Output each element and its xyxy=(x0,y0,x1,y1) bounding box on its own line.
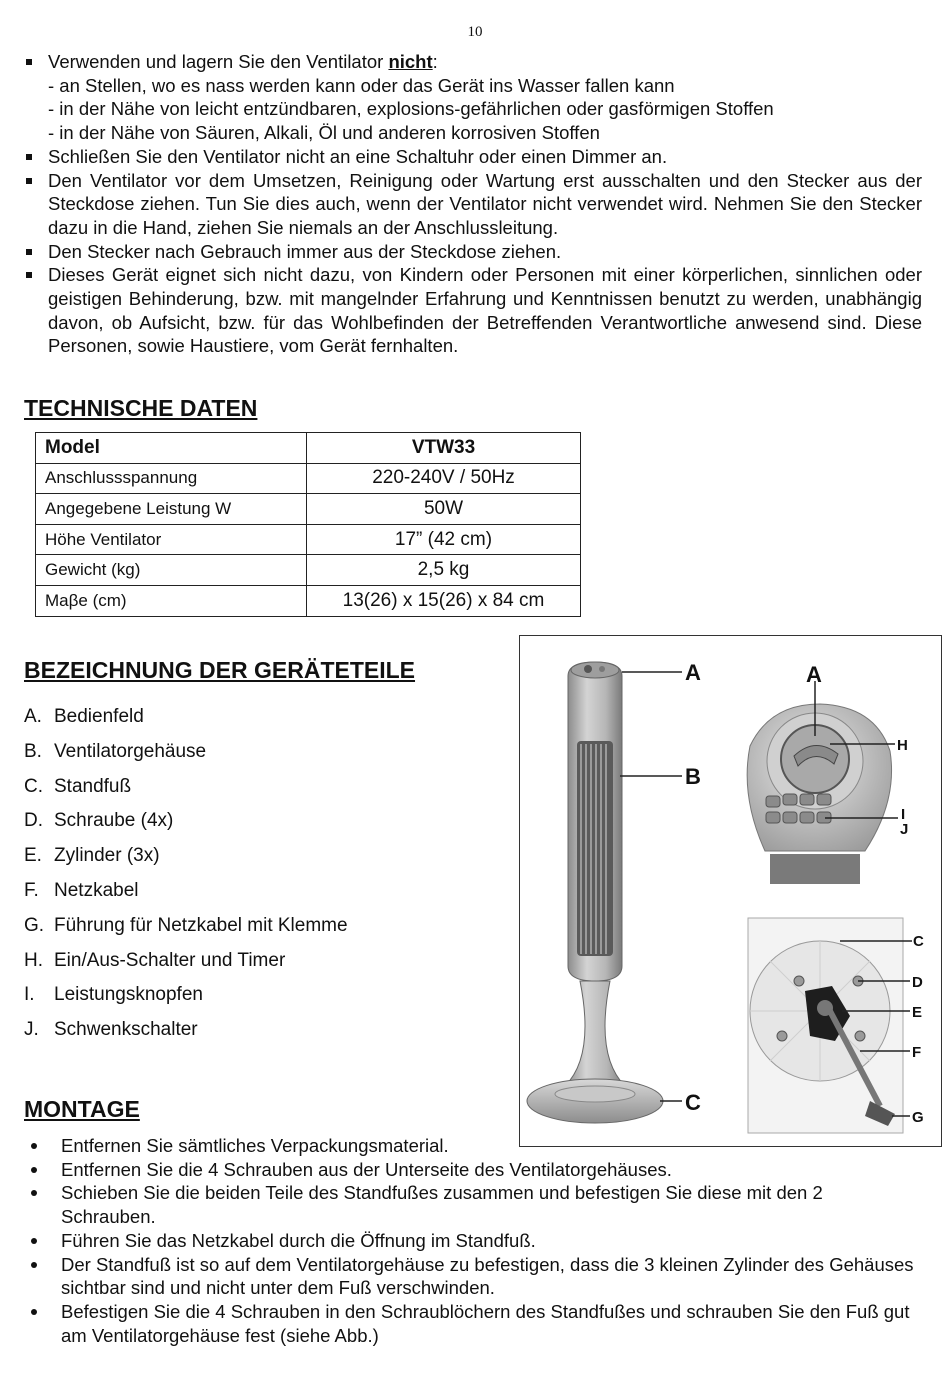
safety-item-text: Den Ventilator vor dem Umsetzen, Reinigung oder Wartung erst ausschalten und den Stecker aus der Steckdose ziehen. Tun Sie dies auch, wenn der Ventilator nicht verwendet wird. Nehmen Sie den Stecker dazu in die Hand, ziehen Sie niemals an der Anschlussleitung. xyxy=(48,169,922,238)
list-item xyxy=(24,773,348,808)
list-item xyxy=(24,807,348,842)
callout-a: A xyxy=(685,660,701,685)
part-label: Zylinder (3x) xyxy=(54,845,160,867)
safety-item-text-end: : xyxy=(432,51,438,72)
part-label: Standfuß xyxy=(54,775,132,797)
square-bullet-icon xyxy=(26,272,32,278)
callout-c: C xyxy=(685,1090,701,1115)
list-item xyxy=(24,981,348,1016)
safety-item xyxy=(24,50,922,145)
table-cell-key: Höhe Ventilator xyxy=(36,524,307,555)
part-label: Netzkabel xyxy=(54,879,139,901)
montage-list xyxy=(24,1134,922,1347)
table-header-row xyxy=(36,433,581,464)
safety-item-text: Dieses Gerät eignet sich nicht dazu, von Kindern oder Personen mit einer körperlichen, sinnlichen oder geistigen Behinderung, bzw. mit mangelnder Erfahrung und Kenntnissen benutzt zu werden, unabhängig davon, ob Aufsicht, bzw. für das Wohlbefinden der Betreffenden Verantwortliche anwesend sind. Diese Personen, sowie Haustiere, vom Gerät fernhalten. xyxy=(48,264,922,357)
safety-item-text: Verwenden und lagern Sie den Ventilator xyxy=(48,51,389,72)
list-item xyxy=(24,1158,922,1182)
part-letter: D. xyxy=(24,810,43,832)
table-row xyxy=(36,585,581,616)
safety-item xyxy=(24,145,922,169)
part-label: Ein/Aus-Schalter und Timer xyxy=(54,949,286,971)
list-item xyxy=(24,842,348,877)
montage-step: Entfernen Sie die 4 Schrauben aus der Unterseite des Ventilatorgehäuses. xyxy=(61,1158,672,1180)
part-label: Bedienfeld xyxy=(54,706,144,727)
bullet-icon xyxy=(31,1190,37,1196)
part-letter: G. xyxy=(24,914,45,936)
table-cell-value: 220-240V / 50Hz xyxy=(307,463,581,494)
tech-data-table xyxy=(35,432,581,617)
montage-heading: MONTAGE xyxy=(24,1096,140,1122)
montage-step: Der Standfuß ist so auf dem Ventilatorgehäuse zu befestigen, dass die 3 kleinen Zylinder des Gehäuses sichtbar sind und nicht unter dem Fuß verschwinden. xyxy=(61,1253,914,1299)
montage-step: Entfernen Sie sämtliches Verpackungsmaterial. xyxy=(61,1135,449,1156)
callout-d: D xyxy=(912,974,923,991)
part-label: Ventilatorgehäuse xyxy=(54,740,207,762)
part-letter: J. xyxy=(24,1019,39,1041)
callout-e: E xyxy=(912,1004,923,1021)
bullet-icon xyxy=(31,1167,37,1173)
table-header-key: Model xyxy=(36,433,307,464)
list-item xyxy=(24,912,348,947)
table-header-value: VTW33 xyxy=(307,433,581,464)
table-cell-value: 13(26) x 15(26) x 84 cm xyxy=(307,585,581,616)
tower-fan-drawing xyxy=(527,662,663,1123)
bullet-icon xyxy=(31,1262,37,1268)
list-item xyxy=(24,1229,922,1253)
table-cell-key: Anschlussspannung xyxy=(36,463,307,494)
bullet-icon xyxy=(31,1238,37,1244)
montage-step: Befestigen Sie die 4 Schrauben in den Schraublöchern des Standfußes und schrauben Sie den Fuß gut am Ventilatorgehäuse fest (siehe Abb.) xyxy=(61,1300,910,1346)
parts-heading: BEZEICHNUNG DER GERÄTETEILE xyxy=(24,657,416,683)
callout-i: I xyxy=(901,806,906,823)
safety-subitem: - in der Nähe von leicht entzündbaren, explosions-gefährlichen oder gasförmigen Stoffen xyxy=(48,98,774,120)
part-letter: I. xyxy=(24,984,35,1006)
table-cell-value: 50W xyxy=(307,494,581,525)
bullet-icon xyxy=(31,1143,37,1149)
part-letter: E. xyxy=(24,845,42,867)
safety-item xyxy=(24,263,922,358)
montage-step: Führen Sie das Netzkabel durch die Öffnung im Standfuß. xyxy=(61,1229,536,1251)
fan-illustration xyxy=(520,636,941,1146)
square-bullet-icon xyxy=(26,178,32,184)
safety-subitem: - an Stellen, wo es nass werden kann oder das Gerät ins Wasser fallen kann xyxy=(48,74,675,96)
list-item xyxy=(24,1134,922,1158)
part-letter: C. xyxy=(24,775,43,797)
table-cell-key: Gewicht (kg) xyxy=(36,555,307,586)
callout-j: J xyxy=(900,821,909,838)
list-item xyxy=(24,877,348,912)
list-item xyxy=(24,703,348,738)
montage-step: Schieben Sie die beiden Teile des Standfußes zusammen und befestigen Sie diese mit den 2 Schrauben. xyxy=(61,1182,823,1228)
callout-f: F xyxy=(912,1044,922,1061)
table-cell-value: 17” (42 cm) xyxy=(307,524,581,555)
safety-item xyxy=(24,240,922,264)
callout-g: G xyxy=(912,1109,924,1126)
callout-h: H xyxy=(897,737,908,754)
table-cell-value: 2,5 kg xyxy=(307,555,581,586)
emphasis-text: nicht xyxy=(388,51,433,72)
square-bullet-icon xyxy=(26,249,32,255)
part-letter: F. xyxy=(24,879,39,901)
table-cell-key: Angegebene Leistung W xyxy=(36,494,307,525)
parts-list xyxy=(24,703,348,1051)
list-item xyxy=(24,1253,922,1300)
table-row xyxy=(36,524,581,555)
part-label: Schraube (4x) xyxy=(54,810,174,832)
part-letter: A. xyxy=(24,706,42,727)
part-letter: B. xyxy=(24,740,42,762)
callout-a-detail: A xyxy=(806,662,822,687)
safety-item-text: Schließen Sie den Ventilator nicht an eine Schaltuhr oder einen Dimmer an. xyxy=(48,145,668,167)
part-letter: H. xyxy=(24,949,43,971)
callout-b: B xyxy=(685,764,701,789)
part-label: Schwenkschalter xyxy=(54,1019,198,1041)
safety-item-text: Den Stecker nach Gebrauch immer aus der Steckdose ziehen. xyxy=(48,240,562,262)
parts-figure xyxy=(519,635,942,1147)
page-number: 10 xyxy=(467,24,483,40)
list-item xyxy=(24,1300,922,1347)
table-row xyxy=(36,555,581,586)
table-cell-key: Maβe (cm) xyxy=(36,585,307,616)
tech-data-heading: TECHNISCHE DATEN xyxy=(24,395,258,421)
square-bullet-icon xyxy=(26,154,32,160)
list-item xyxy=(24,947,348,982)
safety-instructions-list xyxy=(24,50,922,358)
base-underside-drawing xyxy=(748,918,903,1133)
control-panel-drawing xyxy=(747,704,891,884)
table-row xyxy=(36,463,581,494)
list-item xyxy=(24,738,348,773)
table-row xyxy=(36,494,581,525)
list-item xyxy=(24,1016,348,1051)
list-item xyxy=(24,1181,922,1228)
bullet-icon xyxy=(31,1309,37,1315)
safety-subitem: - in der Nähe von Säuren, Alkali, Öl und anderen korrosiven Stoffen xyxy=(48,122,600,144)
part-label: Führung für Netzkabel mit Klemme xyxy=(54,914,348,936)
safety-item xyxy=(24,169,922,240)
callout-c-detail: C xyxy=(913,933,924,950)
square-bullet-icon xyxy=(26,59,32,65)
part-label: Leistungsknopfen xyxy=(54,984,203,1006)
